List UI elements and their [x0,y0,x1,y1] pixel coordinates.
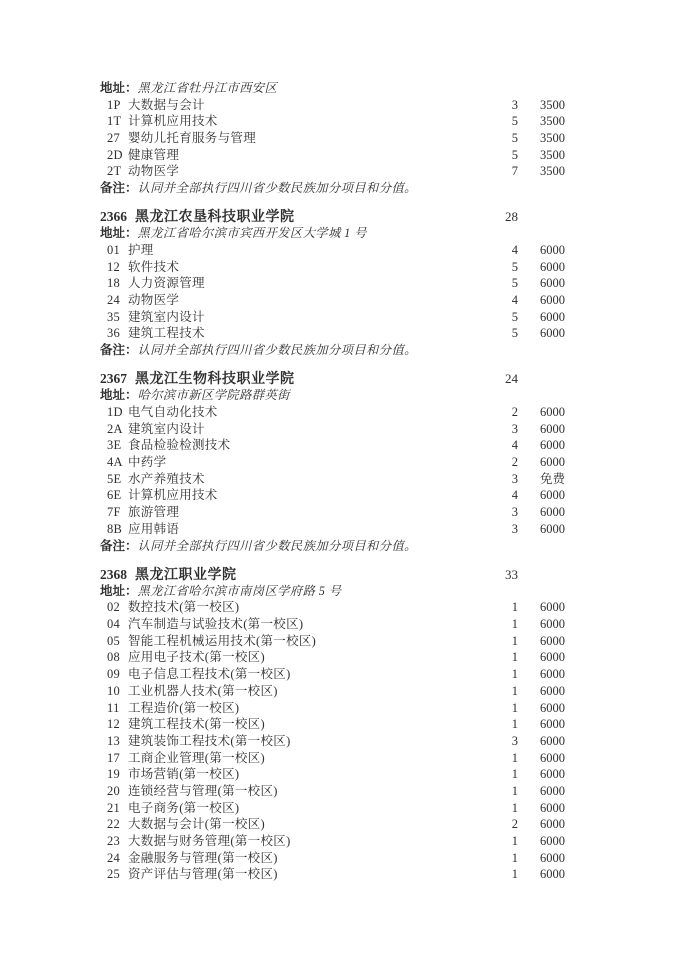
major-plan-count: 2 [511,817,518,832]
major-tuition-fee: 3500 [540,147,565,162]
major-row [100,716,565,733]
major-code: 1P [107,97,121,112]
major-name: 动物医学 [128,293,180,308]
major-name: 应用韩语 [128,521,180,536]
major-row [100,766,565,783]
major-code: 12 [107,259,121,274]
major-code: 22 [107,817,121,832]
major-row [100,800,565,817]
major-tuition-fee: 6000 [540,650,565,665]
major-code: 04 [107,617,121,632]
address-label: 地址： [100,388,138,403]
major-code: 36 [107,326,121,341]
address-text: 哈尔滨市新区学院路群英街 [137,388,290,403]
college-plan-total: 33 [505,566,518,582]
major-name: 数控技术(第一校区) [128,600,240,615]
remark-line [100,538,565,555]
major-code: 2T [107,164,122,179]
major-code: 1T [107,114,122,129]
address-line [100,225,565,242]
major-name: 电子商务(第一校区) [128,800,240,815]
major-row [100,471,565,488]
major-row [100,487,565,504]
major-plan-count: 1 [511,767,518,782]
major-tuition-fee: 6000 [540,259,565,274]
remark-text: 认同并全部执行四川省少数民族加分项目和分值。 [137,538,417,553]
major-code: 02 [107,600,121,615]
major-plan-count: 5 [511,276,518,291]
major-list [100,97,565,180]
college-code: 2366 [100,209,127,225]
address-text: 黑龙江省牡丹江市西安区 [137,81,278,95]
major-name: 汽车制造与试验技术(第一校区) [128,617,304,632]
major-row [100,666,565,683]
major-tuition-fee: 6000 [540,800,565,815]
major-code: 6E [107,488,122,503]
major-name: 工商企业管理(第一校区) [128,750,265,765]
college-header [100,207,565,225]
major-name: 资产评估与管理(第一校区) [128,867,278,882]
major-name: 连锁经营与管理(第一校区) [128,783,278,798]
major-code: 09 [107,667,121,682]
major-code: 3E [107,438,122,453]
major-tuition-fee: 3500 [540,164,565,179]
remark-line [100,342,565,359]
major-name: 动物医学 [128,164,180,179]
major-tuition-fee: 6000 [540,455,565,470]
major-name: 护理 [128,243,154,257]
major-row [100,454,565,471]
major-name: 电子信息工程技术(第一校区) [128,667,291,682]
major-plan-count: 1 [511,667,518,682]
major-tuition-fee: 6000 [540,488,565,503]
major-tuition-fee: 6000 [540,783,565,798]
major-row [100,599,565,616]
major-row [100,113,565,130]
major-name: 电气自动化技术 [128,405,218,419]
major-list [100,242,565,342]
college-plan-total: 28 [505,209,518,225]
major-row [100,816,565,833]
major-tuition-fee: 6000 [540,867,565,882]
major-row [100,504,565,521]
major-code: 4A [107,455,123,470]
college-code: 2368 [100,566,127,582]
major-code: 10 [107,683,121,698]
major-row [100,833,565,850]
major-code: 24 [107,850,121,865]
major-plan-count: 4 [511,293,518,308]
major-name: 大数据与会计 [128,97,205,112]
address-text: 黑龙江省哈尔滨市南岗区学府路 5 号 [137,583,342,598]
address-label: 地址： [100,81,138,95]
major-code: 5E [107,471,122,486]
remark-text: 认同并全部执行四川省少数民族加分项目和分值。 [137,181,417,196]
address-line [100,387,565,404]
major-plan-count: 1 [511,800,518,815]
major-row [100,616,565,633]
major-name: 中药学 [128,455,167,470]
college-section [100,207,565,359]
major-plan-count: 3 [511,97,518,112]
major-name: 旅游管理 [128,505,180,520]
address-line [100,80,565,97]
major-name: 大数据与财务管理(第一校区) [128,834,291,848]
major-code: 24 [107,293,121,308]
major-tuition-fee: 6000 [540,733,565,748]
major-tuition-fee: 6000 [540,834,565,848]
address-label: 地址： [100,226,138,241]
major-name: 金融服务与管理(第一校区) [128,850,278,865]
major-plan-count: 5 [511,131,518,146]
major-row [100,163,565,180]
major-tuition-fee: 6000 [540,309,565,324]
major-name: 建筑工程技术(第一校区) [128,717,265,732]
major-plan-count: 3 [511,505,518,520]
major-code: 27 [107,131,121,146]
major-plan-count: 5 [511,147,518,162]
remark-text: 认同并全部执行四川省少数民族加分项目和分值。 [137,343,417,358]
major-code: 01 [107,243,121,257]
major-tuition-fee: 6000 [540,633,565,648]
major-row [100,259,565,276]
major-row [100,147,565,164]
major-name: 食品检验检测技术 [128,438,231,453]
major-tuition-fee: 6000 [540,683,565,698]
major-row [100,437,565,454]
major-name: 建筑室内设计 [128,309,205,324]
major-row [100,850,565,867]
major-plan-count: 1 [511,850,518,865]
major-code: 35 [107,309,121,324]
major-code: 11 [107,700,120,715]
major-code: 05 [107,633,121,648]
major-name: 工业机器人技术(第一校区) [128,683,278,698]
major-name: 市场营销(第一校区) [128,767,240,782]
major-name: 智能工程机械运用技术(第一校区) [128,633,317,648]
major-code: 13 [107,733,121,748]
remark-label: 备注： [100,343,138,358]
major-tuition-fee: 6000 [540,700,565,715]
major-row [100,700,565,717]
major-row [100,866,565,883]
major-tuition-fee: 6000 [540,293,565,308]
college-header [100,565,565,583]
major-name: 建筑室内设计 [128,421,205,436]
major-plan-count: 1 [511,617,518,632]
major-tuition-fee: 6000 [540,276,565,291]
major-row [100,750,565,767]
major-name: 人力资源管理 [128,276,205,291]
major-tuition-fee: 6000 [540,617,565,632]
major-row [100,325,565,342]
address-text: 黑龙江省哈尔滨市宾西开发区大学城 1 号 [137,226,367,241]
major-list [100,599,565,883]
major-tuition-fee: 6000 [540,600,565,615]
remark-line [100,180,565,197]
major-name: 计算机应用技术 [128,488,218,503]
major-plan-count: 2 [511,455,518,470]
college-name: 黑龙江职业学院 [135,565,237,582]
major-name: 建筑装饰工程技术(第一校区) [128,733,291,748]
major-code: 23 [107,834,121,848]
major-row [100,683,565,700]
major-tuition-fee: 6000 [540,717,565,732]
major-plan-count: 3 [511,421,518,436]
major-code: 20 [107,783,121,798]
major-tuition-fee: 6000 [540,817,565,832]
major-row [100,421,565,438]
major-plan-count: 1 [511,650,518,665]
college-section [100,565,565,883]
major-name: 婴幼儿托育服务与管理 [128,131,257,146]
remark-label: 备注： [100,181,138,196]
remark-label: 备注： [100,538,138,553]
major-name: 健康管理 [128,147,180,162]
college-name: 黑龙江农垦科技职业学院 [135,208,295,225]
major-tuition-fee: 6000 [540,326,565,341]
major-name: 软件技术 [128,259,180,274]
major-plan-count: 5 [511,259,518,274]
major-row [100,242,565,259]
major-list [100,404,565,538]
major-tuition-fee: 6000 [540,750,565,765]
college-plan-total: 24 [505,371,518,387]
major-plan-count: 2 [511,405,518,419]
major-plan-count: 1 [511,783,518,798]
major-plan-count: 5 [511,309,518,324]
major-plan-count: 1 [511,867,518,882]
major-code: 25 [107,867,121,882]
major-tuition-fee: 6000 [540,438,565,453]
major-plan-count: 3 [511,733,518,748]
major-tuition-fee: 6000 [540,405,565,419]
college-section [100,80,565,197]
major-plan-count: 1 [511,750,518,765]
major-code: 12 [107,717,121,732]
major-plan-count: 1 [511,633,518,648]
major-code: 2A [107,421,123,436]
major-row [100,309,565,326]
major-row [100,275,565,292]
major-name: 应用电子技术(第一校区) [128,650,265,665]
college-name: 黑龙江生物科技职业学院 [135,370,295,387]
major-row [100,521,565,538]
major-code: 17 [107,750,121,765]
major-code: 7F [107,505,121,520]
college-code: 2367 [100,371,127,387]
major-tuition-fee: 3500 [540,131,565,146]
major-tuition-fee: 6000 [540,243,565,257]
major-plan-count: 3 [511,521,518,536]
major-plan-count: 1 [511,600,518,615]
major-plan-count: 5 [511,326,518,341]
college-header [100,369,565,387]
major-tuition-fee: 3500 [540,97,565,112]
major-tuition-fee: 6000 [540,421,565,436]
major-code: 18 [107,276,121,291]
major-plan-count: 5 [511,114,518,129]
major-code: 19 [107,767,121,782]
major-row [100,97,565,114]
major-plan-count: 7 [511,164,518,179]
major-code: 1D [107,405,123,419]
major-tuition-fee: 3500 [540,114,565,129]
major-plan-count: 4 [511,243,518,257]
college-section [100,369,565,554]
major-row [100,292,565,309]
major-plan-count: 1 [511,683,518,698]
major-plan-count: 1 [511,834,518,848]
major-plan-count: 3 [511,471,518,486]
address-label: 地址： [100,583,138,598]
major-plan-count: 4 [511,488,518,503]
major-name: 水产养殖技术 [128,471,205,486]
major-row [100,404,565,421]
major-plan-count: 1 [511,700,518,715]
major-row [100,733,565,750]
major-plan-count: 4 [511,438,518,453]
major-row [100,649,565,666]
major-row [100,633,565,650]
major-tuition-fee: 6000 [540,505,565,520]
major-plan-count: 1 [511,717,518,732]
major-name: 大数据与会计(第一校区) [128,817,265,832]
major-name: 建筑工程技术 [128,326,205,341]
major-row [100,130,565,147]
major-name: 工程造价(第一校区) [128,700,240,715]
major-tuition-fee: 免费 [539,471,565,486]
major-name: 计算机应用技术 [128,114,218,129]
major-code: 21 [107,800,121,815]
major-tuition-fee: 6000 [540,850,565,865]
address-line [100,583,565,600]
major-code: 8B [107,521,123,536]
major-tuition-fee: 6000 [540,521,565,536]
major-tuition-fee: 6000 [540,667,565,682]
major-tuition-fee: 6000 [540,767,565,782]
major-code: 08 [107,650,121,665]
major-row [100,783,565,800]
major-code: 2D [107,147,123,162]
page-content [100,80,565,883]
